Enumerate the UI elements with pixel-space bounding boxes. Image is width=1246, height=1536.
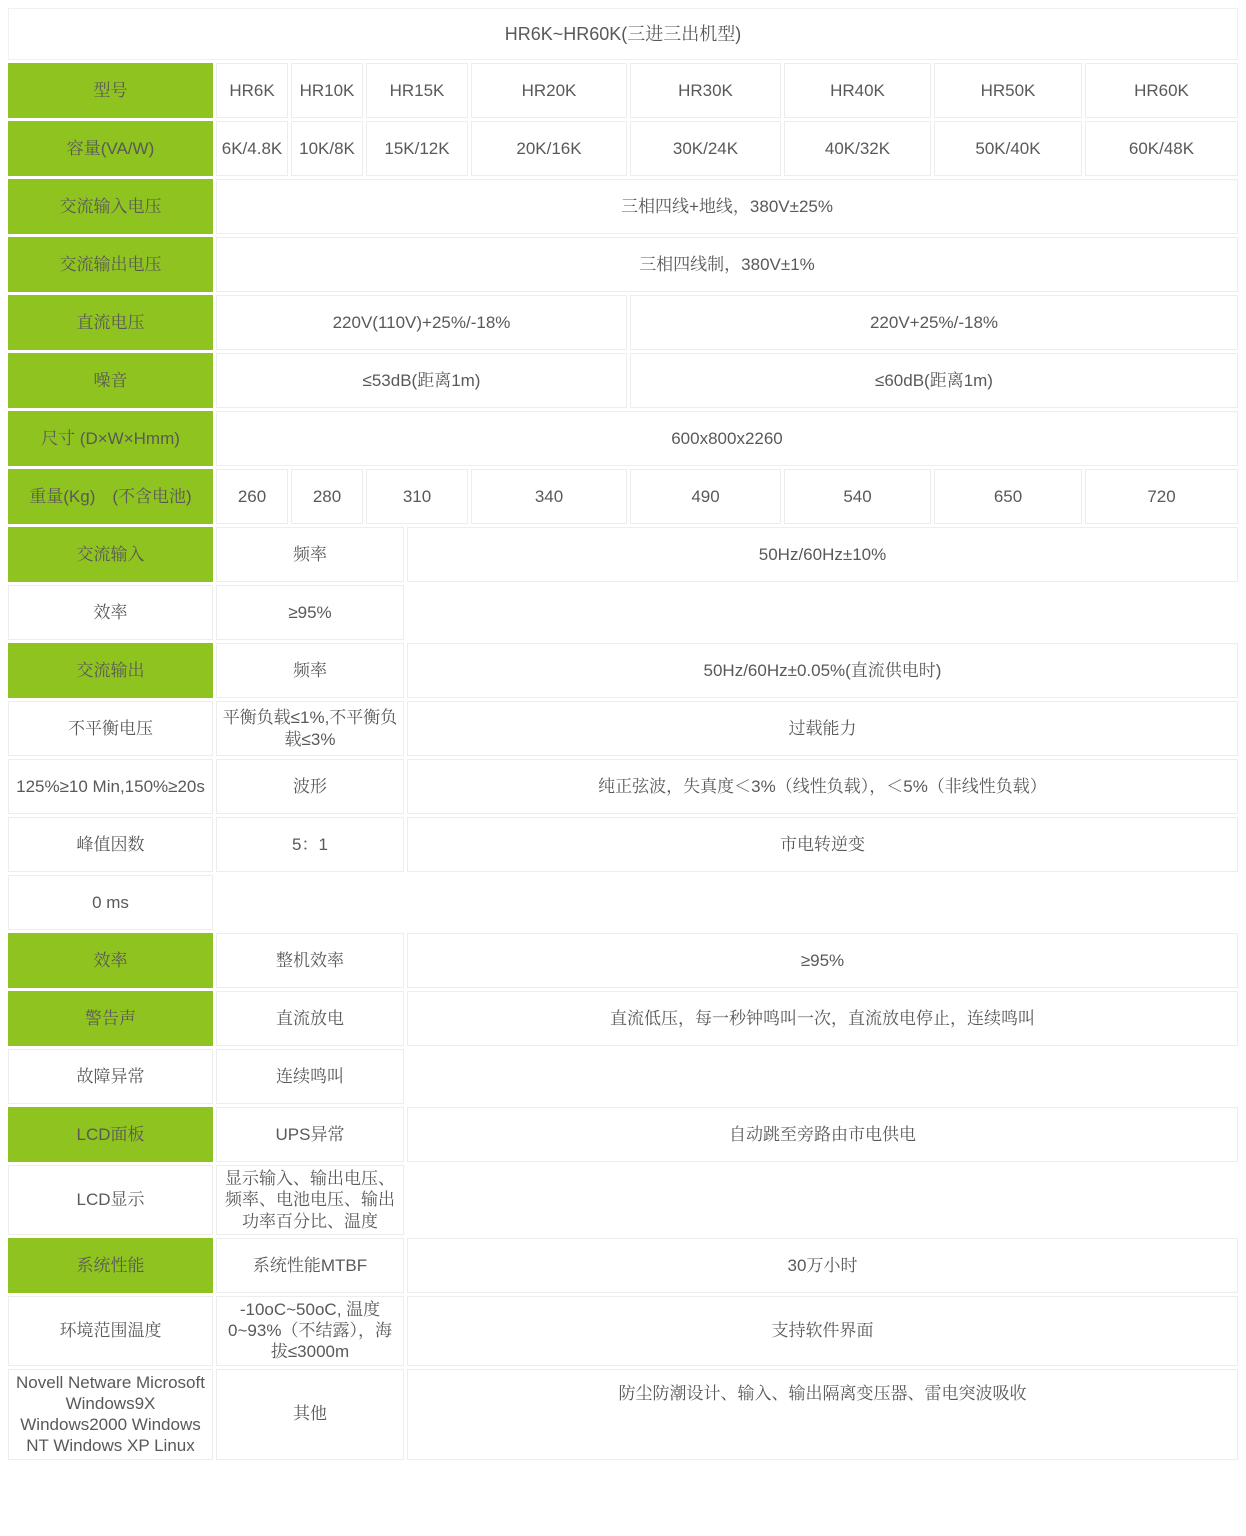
section-system-performance [8, 1238, 1238, 1460]
section-efficiency [8, 933, 1238, 988]
value-cell-left: 220V(110V)+25%/-18% [216, 295, 627, 350]
table-row [8, 353, 1238, 408]
row-label: 容量(VA/W) [8, 121, 213, 176]
model-cell: HR60K [1085, 63, 1238, 118]
spec-value-cell: ≥95% [216, 585, 404, 640]
section-lcd-panel [8, 1107, 1238, 1235]
row-label: 交流输出电压 [8, 237, 213, 292]
spec-name-cell: 过载能力 [407, 701, 1238, 756]
ups-spec-table [8, 8, 1238, 1460]
spec-value-cell: 自动跳至旁路由市电供电 [407, 1107, 1238, 1162]
spec-name-cell: 支持软件界面 [407, 1296, 1238, 1366]
value-cell-right: ≤60dB(距离1m) [630, 353, 1238, 408]
table-row [8, 179, 1238, 234]
model-cell: HR15K [366, 63, 468, 118]
spec-value-cell: 平衡负载≤1%,不平衡负载≤3% [216, 701, 404, 756]
row-label: 直流电压 [8, 295, 213, 350]
row-label: 交流输入电压 [8, 179, 213, 234]
spec-name-cell: 环境范围温度 [8, 1296, 213, 1366]
spec-value-cell: 显示输入、输出电压、频率、电池电压、输出功率百分比、温度 [216, 1165, 404, 1235]
capacity-cell: 30K/24K [630, 121, 781, 176]
spec-name-cell: 频率 [216, 527, 404, 582]
spec-value-cell: 0 ms [8, 875, 213, 930]
spec-value-cell: 直流低压，每一秒钟鸣叫一次，直流放电停止，连续鸣叫 [407, 991, 1238, 1046]
weight-cell: 310 [366, 469, 468, 524]
spec-value-cell: 50Hz/60Hz±0.05%(直流供电时) [407, 643, 1238, 698]
spec-name-cell: 效率 [8, 585, 213, 640]
model-cell: HR30K [630, 63, 781, 118]
row-label: 尺寸 (D×W×Hmm) [8, 411, 213, 466]
spec-value-cell: 纯正弦波，失真度＜3%（线性负载），＜5%（非线性负载） [407, 759, 1238, 814]
spec-name-cell: 波形 [216, 759, 404, 814]
capacity-cell: 50K/40K [934, 121, 1082, 176]
spec-value-cell: 连续鸣叫 [216, 1049, 404, 1104]
capacity-cell: 15K/12K [366, 121, 468, 176]
model-cell: HR40K [784, 63, 931, 118]
model-cell: HR10K [291, 63, 363, 118]
value-cell-right: 220V+25%/-18% [630, 295, 1238, 350]
weight-cell: 340 [471, 469, 627, 524]
weight-cell: 720 [1085, 469, 1238, 524]
section-label: 交流输入 [8, 527, 213, 582]
spec-value-cell: ≥95% [407, 933, 1238, 988]
table-row [8, 237, 1238, 292]
weight-cell: 490 [630, 469, 781, 524]
section-ac-output [8, 643, 1238, 930]
value-cell-left: ≤53dB(距离1m) [216, 353, 627, 408]
weight-cell: 650 [934, 469, 1082, 524]
section-label: 效率 [8, 933, 213, 988]
row-label: 型号 [8, 63, 213, 118]
spec-name-cell: 市电转逆变 [407, 817, 1238, 872]
row-label: 重量(Kg) (不含电池) [8, 469, 213, 524]
capacity-cell: 40K/32K [784, 121, 931, 176]
table-row [8, 295, 1238, 350]
table-row [8, 121, 1238, 176]
table-row [8, 411, 1238, 466]
spec-value-cell: -10oC~50oC, 温度0~93%（不结露），海拔≤3000m [216, 1296, 404, 1366]
table-title: HR6K~HR60K(三进三出机型) [8, 8, 1238, 60]
spec-value-cell: 5：1 [216, 817, 404, 872]
capacity-cell: 60K/48K [1085, 121, 1238, 176]
section-alarm [8, 991, 1238, 1104]
capacity-cell: 10K/8K [291, 121, 363, 176]
spec-name-cell: 频率 [216, 643, 404, 698]
spec-name-cell: 系统性能MTBF [216, 1238, 404, 1293]
weight-cell: 540 [784, 469, 931, 524]
table-row [8, 469, 1238, 524]
weight-cell: 260 [216, 469, 288, 524]
value-cell: 三相四线制，380V±1% [216, 237, 1238, 292]
spec-name-cell: 直流放电 [216, 991, 404, 1046]
spec-value-cell: 125%≥10 Min,150%≥20s [8, 759, 213, 814]
model-cell: HR6K [216, 63, 288, 118]
spec-name-cell: 其他 [216, 1369, 404, 1460]
section-ac-input [8, 527, 1238, 640]
model-cell: HR50K [934, 63, 1082, 118]
spec-name-cell: 不平衡电压 [8, 701, 213, 756]
capacity-cell: 6K/4.8K [216, 121, 288, 176]
spec-name-cell: UPS异常 [216, 1107, 404, 1162]
row-label: 噪音 [8, 353, 213, 408]
weight-cell: 280 [291, 469, 363, 524]
spec-value-cell: 50Hz/60Hz±10% [407, 527, 1238, 582]
spec-name-cell: 故障异常 [8, 1049, 213, 1104]
spec-name-cell: 峰值因数 [8, 817, 213, 872]
spec-name-cell: 整机效率 [216, 933, 404, 988]
table-row [8, 8, 1238, 60]
section-label: 系统性能 [8, 1238, 213, 1293]
spec-value-cell: 防尘防潮设计、输入、输出隔离变压器、雷电突波吸收 [407, 1369, 1238, 1460]
value-cell: 三相四线+地线，380V±25% [216, 179, 1238, 234]
section-label: 交流输出 [8, 643, 213, 698]
value-cell: 600x800x2260 [216, 411, 1238, 466]
section-label: 警告声 [8, 991, 213, 1046]
spec-value-cell: 30万小时 [407, 1238, 1238, 1293]
capacity-cell: 20K/16K [471, 121, 627, 176]
model-cell: HR20K [471, 63, 627, 118]
section-label: LCD面板 [8, 1107, 213, 1162]
spec-value-cell: Novell Netware Microsoft Windows9X Windows2000 Windows NT Windows XP Linux [8, 1369, 213, 1460]
table-row [8, 63, 1238, 118]
spec-name-cell: LCD显示 [8, 1165, 213, 1235]
